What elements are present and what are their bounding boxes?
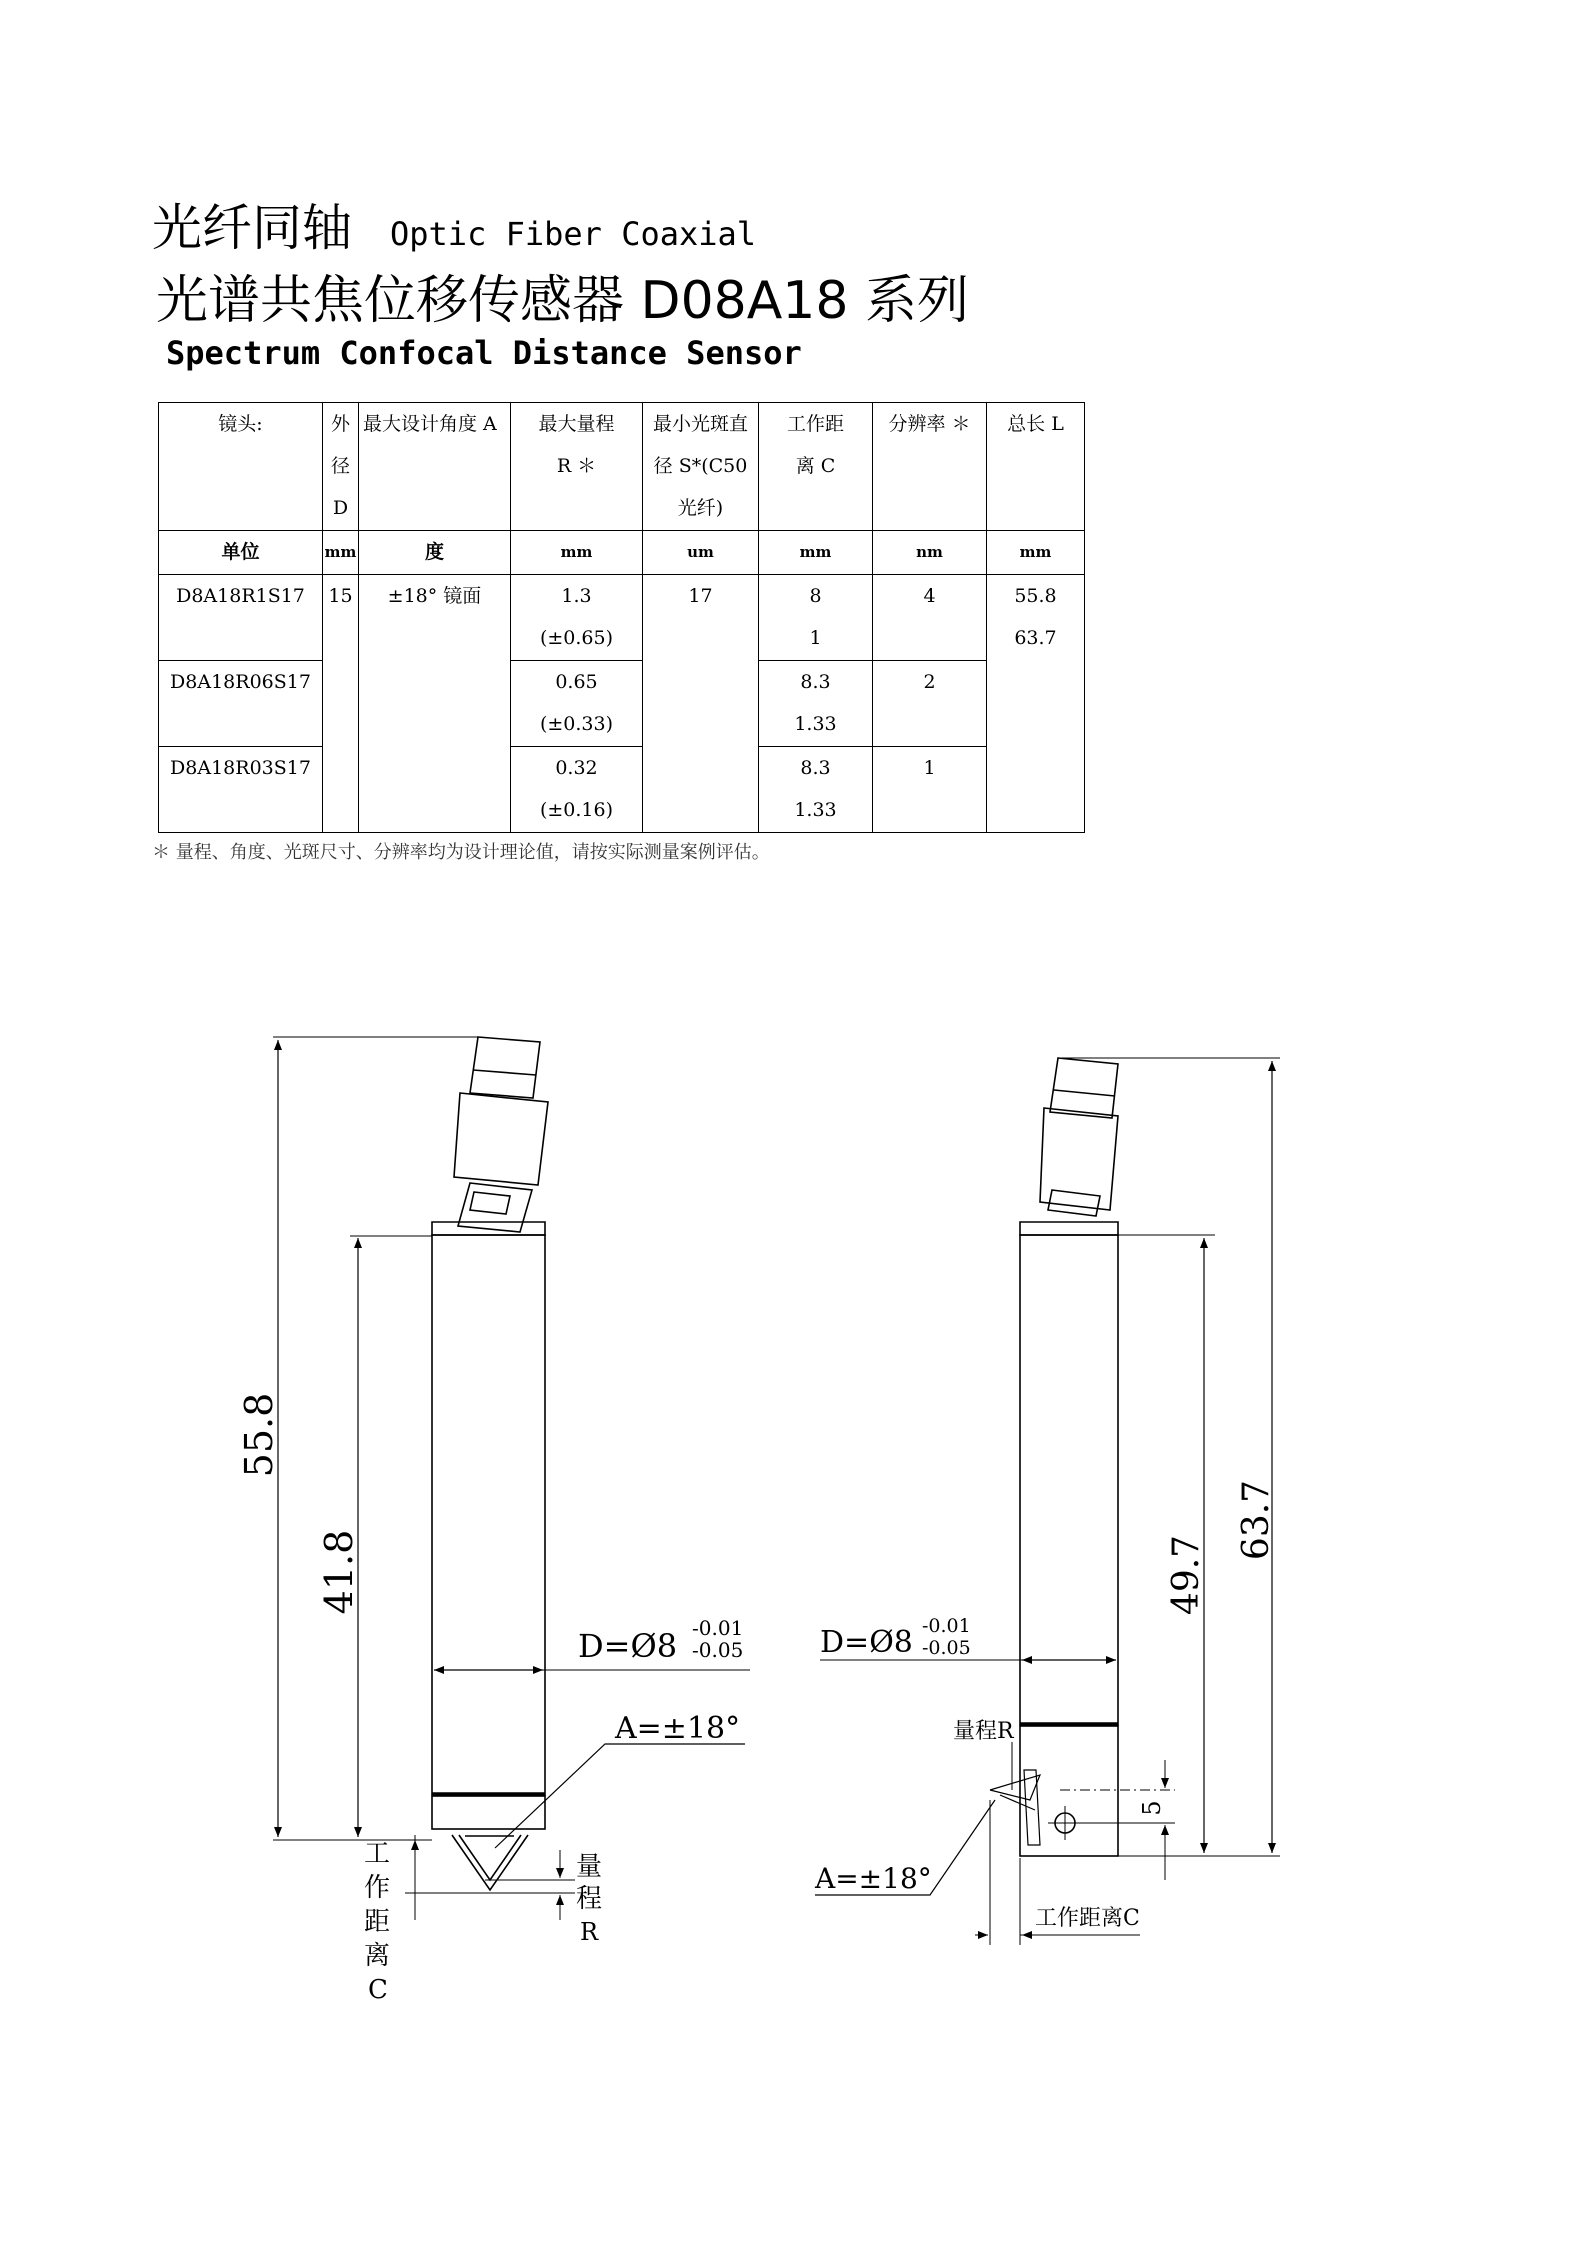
drawing-right — [815, 1058, 1280, 1945]
dim-body-right: 49.7 — [1166, 1534, 1207, 1616]
header-lens: 镜头: — [159, 403, 323, 531]
wd-label-right: 工作距离C — [1035, 1906, 1140, 1931]
tol-upper-right: -0.01 — [922, 1615, 971, 1637]
unit-resolution: nm — [873, 531, 987, 575]
light-cone-left — [452, 1835, 528, 1890]
unit-min-spot: um — [643, 531, 759, 575]
range-cell: 0.32 (±0.16) — [511, 747, 643, 833]
tol-upper-left: -0.01 — [692, 1616, 744, 1640]
angle-label-right: A=±18° — [815, 1862, 932, 1895]
tol-lower-right: -0.05 — [922, 1637, 971, 1659]
svg-text:距: 距 — [364, 1907, 391, 1937]
angle-label-left: A=±18° — [615, 1711, 741, 1746]
work-dist-cell: 8.3 1.33 — [759, 747, 873, 833]
range-label-right: 量程R — [953, 1719, 1014, 1744]
work-dist-cell: 8 1 — [759, 575, 873, 661]
work-dist-cell: 8.3 1.33 — [759, 661, 873, 747]
units-label: 单位 — [159, 531, 323, 575]
model-cell: D8A18R06S17 — [159, 661, 323, 747]
dia-label-left: D=Ø8 — [578, 1627, 678, 1665]
model-cell: D8A18R1S17 — [159, 575, 323, 661]
resolution-cell: 1 — [873, 747, 987, 833]
total-len-cell: 55.8 63.7 — [987, 575, 1085, 833]
unit-max-angle: 度 — [359, 531, 511, 575]
header-outer-dia: 外径D — [323, 403, 359, 531]
dim-offset-right: 5 — [1138, 1800, 1166, 1816]
subtitle-en: Spectrum Confocal Distance Sensor — [166, 334, 802, 372]
connector-right — [1020, 1058, 1118, 1235]
subtitle-cn: 光谱共焦位移传感器 D08A18 系列 — [156, 271, 970, 331]
svg-text:C: C — [368, 1975, 388, 2005]
header-max-angle: 最大设计角度 A — [359, 403, 511, 531]
footnote: ＊ 量程、角度、光斑尺寸、分辨率均为设计理论值，请按实际测量案例评估。 — [152, 842, 770, 863]
svg-text:R: R — [580, 1918, 599, 1946]
unit-outer-dia: mm — [323, 531, 359, 575]
drawing-left — [273, 1037, 750, 1920]
header-max-range: 最大量程 R ＊ — [511, 403, 643, 531]
min-spot-cell: 17 — [643, 575, 759, 833]
svg-text:作: 作 — [364, 1873, 391, 1903]
title-cn: 光纤同轴 — [152, 199, 352, 257]
svg-text:工: 工 — [364, 1839, 391, 1869]
range-cell: 1.3 (±0.65) — [511, 575, 643, 661]
model-cell: D8A18R03S17 — [159, 747, 323, 833]
tol-lower-left: -0.05 — [692, 1638, 744, 1662]
dia-label-right: D=Ø8 — [820, 1625, 913, 1660]
range-cell: 0.65 (±0.33) — [511, 661, 643, 747]
header-min-spot: 最小光斑直径 S*(C50 光纤) — [643, 403, 759, 531]
connector-left — [432, 1037, 548, 1235]
sensor-body-right — [1020, 1235, 1118, 1725]
header-total-len: 总长 L — [987, 403, 1085, 531]
outer-dia-cell: 15 — [323, 575, 359, 833]
dim-total-right: 63.7 — [1236, 1479, 1277, 1561]
title-en: Optic Fiber Coaxial — [390, 215, 757, 253]
range-label-left — [576, 1852, 602, 1946]
unit-total-len: mm — [987, 531, 1085, 575]
dim-body-left: 41.8 — [317, 1529, 361, 1615]
resolution-cell: 4 — [873, 575, 987, 661]
wd-label-left — [364, 1839, 390, 2005]
svg-text:程: 程 — [576, 1884, 603, 1914]
header-work-dist: 工作距离 C — [759, 403, 873, 531]
resolution-cell: 2 — [873, 661, 987, 747]
max-angle-cell: ±18° 镜面 — [359, 575, 511, 833]
dim-total-left: 55.8 — [237, 1392, 281, 1478]
unit-max-range: mm — [511, 531, 643, 575]
header-resolution: 分辨率 ＊ — [873, 403, 987, 531]
unit-work-dist: mm — [759, 531, 873, 575]
svg-text:离: 离 — [364, 1941, 391, 1971]
svg-text:量: 量 — [576, 1852, 603, 1882]
sensor-body-left — [432, 1235, 545, 1795]
